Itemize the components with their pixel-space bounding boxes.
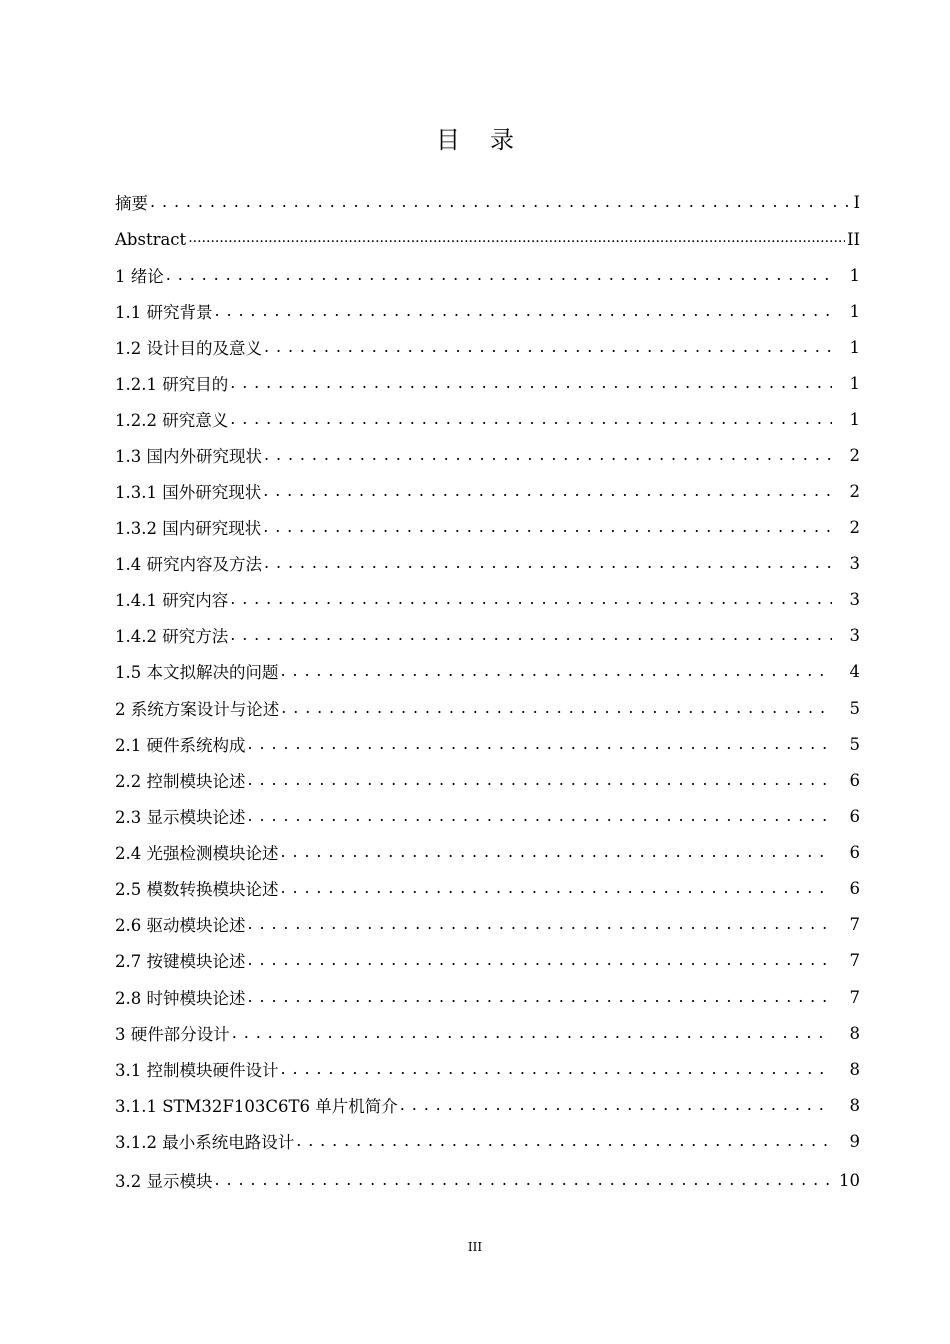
toc-entry[interactable] — [115, 1053, 860, 1085]
page-number-footer: III — [467, 1240, 483, 1254]
toc-entry[interactable] — [115, 872, 860, 904]
toc-leader — [281, 698, 832, 718]
toc-leader — [248, 806, 833, 826]
toc-leader — [230, 589, 832, 609]
toc-entry[interactable] — [115, 728, 860, 760]
toc-leader — [248, 734, 833, 754]
toc-entry[interactable] — [115, 800, 860, 832]
toc-entry-label: 1.3.2 国内研究现状 — [115, 519, 262, 538]
toc-title-char-2: 录 — [490, 126, 514, 154]
toc-leader — [281, 661, 833, 681]
toc-leader — [188, 229, 845, 249]
toc-entry-label: 2.7 按键模块论述 — [115, 952, 246, 971]
toc-entry[interactable] — [115, 475, 860, 507]
toc-entry-label: 3.1.1 STM32F103C6T6 单片机简介 — [115, 1097, 398, 1116]
toc-entry-page: II — [846, 229, 860, 249]
toc-entry-page: 10 — [839, 1170, 860, 1190]
toc-entry-label: 1.4 研究内容及方法 — [115, 555, 262, 574]
toc-entry-page: 6 — [849, 878, 860, 898]
toc-entry-page: 6 — [849, 770, 860, 790]
toc-entry-label: 1 绪论 — [115, 267, 164, 286]
toc-entry-label: 2.4 光强检测模块论述 — [115, 844, 279, 863]
toc-entry[interactable] — [115, 764, 860, 796]
toc-entry-page: 6 — [849, 806, 860, 826]
toc-entry[interactable] — [115, 583, 860, 615]
toc-entry-page: 7 — [849, 914, 860, 934]
toc-leader — [248, 987, 833, 1007]
toc-entry-page: 4 — [849, 661, 860, 681]
toc-leader — [150, 192, 851, 212]
toc-entry[interactable] — [115, 295, 860, 327]
toc-entry-label: 3.1 控制模块硬件设计 — [115, 1061, 279, 1080]
toc-leader — [263, 481, 832, 501]
toc-entry-label: 1.4.2 研究方法 — [115, 627, 229, 646]
toc-title-char-1: 目 — [436, 126, 460, 154]
toc-entry-page: 9 — [849, 1131, 860, 1151]
toc-entry-label: 3.2 显示模块 — [115, 1172, 213, 1191]
toc-entry[interactable] — [115, 511, 860, 543]
toc-entry-page: 2 — [849, 481, 860, 501]
toc-entry[interactable] — [115, 186, 860, 218]
toc-entry-label: 1.3 国内外研究现状 — [115, 447, 262, 466]
toc-leader — [263, 517, 832, 537]
toc-leader — [230, 625, 832, 645]
toc-leader — [281, 842, 833, 862]
toc-leader — [166, 265, 832, 285]
toc-leader — [264, 553, 832, 573]
toc-entry[interactable] — [115, 223, 860, 255]
toc-entry-page: 2 — [849, 445, 860, 465]
toc-entry-label: 1.1 研究背景 — [115, 303, 213, 322]
toc-entry[interactable] — [115, 692, 860, 724]
toc-leader — [281, 1059, 833, 1079]
toc-entry-page: 1 — [849, 373, 860, 393]
toc-entry-page: 3 — [849, 625, 860, 645]
toc-entry-page: 6 — [849, 842, 860, 862]
toc-leader — [232, 1023, 832, 1043]
toc-title — [0, 120, 950, 155]
toc-entry-page: 3 — [849, 553, 860, 573]
toc-entry-page: I — [853, 192, 860, 212]
toc-leader — [296, 1131, 832, 1151]
toc-leader — [215, 301, 833, 321]
toc-leader — [230, 373, 832, 393]
toc-entry-label: 1.5 本文拟解决的问题 — [115, 663, 279, 682]
toc-entry-label: 2.1 硬件系统构成 — [115, 736, 246, 755]
toc-entry-page: 2 — [849, 517, 860, 537]
toc-entry[interactable] — [115, 1017, 860, 1049]
toc-entry-label: 1.2 设计目的及意义 — [115, 339, 262, 358]
toc-entry-label: 3.1.2 最小系统电路设计 — [115, 1133, 295, 1152]
toc-entry[interactable] — [115, 547, 860, 579]
toc-entry[interactable] — [115, 981, 860, 1013]
toc-entry[interactable] — [115, 1089, 860, 1121]
toc-entry[interactable] — [115, 259, 860, 291]
toc-leader — [248, 914, 833, 934]
toc-entry-page: 8 — [849, 1059, 860, 1079]
toc-entry[interactable] — [115, 331, 860, 363]
toc-entry[interactable] — [115, 1125, 860, 1157]
toc-entry-page: 3 — [849, 589, 860, 609]
toc-entry[interactable] — [115, 836, 860, 868]
toc-entry-page: 8 — [849, 1095, 860, 1115]
toc-entry-label: 摘要 — [115, 194, 148, 213]
toc-leader — [400, 1095, 832, 1115]
toc-entry-page: 1 — [849, 337, 860, 357]
toc-entry-label: 1.2.2 研究意义 — [115, 411, 229, 430]
toc-entry-label: 1.2.1 研究目的 — [115, 375, 229, 394]
toc-entry-label: 2.5 模数转换模块论述 — [115, 880, 279, 899]
toc-entry-label: 2.2 控制模块论述 — [115, 772, 246, 791]
toc-entry-page: 1 — [849, 301, 860, 321]
toc-leader — [264, 337, 832, 357]
toc-entry-label: 2.6 驱动模块论述 — [115, 916, 246, 935]
toc-entry[interactable] — [115, 403, 860, 435]
toc-entry[interactable] — [115, 619, 860, 651]
toc-entry[interactable] — [115, 439, 860, 471]
toc-entry-label: Abstract — [115, 229, 187, 249]
toc-entry-label: 1.3.1 国外研究现状 — [115, 483, 262, 502]
toc-leader — [264, 445, 832, 465]
toc-entry-page: 1 — [849, 409, 860, 429]
toc-entry-label: 2 系统方案设计与论述 — [115, 700, 280, 719]
toc-entry-page: 7 — [849, 987, 860, 1007]
toc-leader — [230, 409, 832, 429]
toc-entry-label: 1.4.1 研究内容 — [115, 591, 229, 610]
toc-entry[interactable] — [115, 908, 860, 940]
toc-entry-label: 2.8 时钟模块论述 — [115, 989, 246, 1008]
toc-entry[interactable] — [115, 367, 860, 399]
toc-entry[interactable] — [115, 944, 860, 976]
toc-entry[interactable] — [115, 655, 860, 687]
toc-entry[interactable] — [115, 1164, 860, 1196]
toc-entry-page: 1 — [849, 265, 860, 285]
toc-leader — [248, 950, 833, 970]
toc-entry-label: 2.3 显示模块论述 — [115, 808, 246, 827]
toc-entry-page: 5 — [849, 734, 860, 754]
toc-entry-page: 5 — [849, 698, 860, 718]
toc-leader — [215, 1170, 833, 1190]
toc-leader — [281, 878, 833, 898]
toc-entry-page: 8 — [849, 1023, 860, 1043]
toc-leader — [248, 770, 833, 790]
toc-entry-page: 7 — [849, 950, 860, 970]
toc-entry-label: 3 硬件部分设计 — [115, 1025, 230, 1044]
